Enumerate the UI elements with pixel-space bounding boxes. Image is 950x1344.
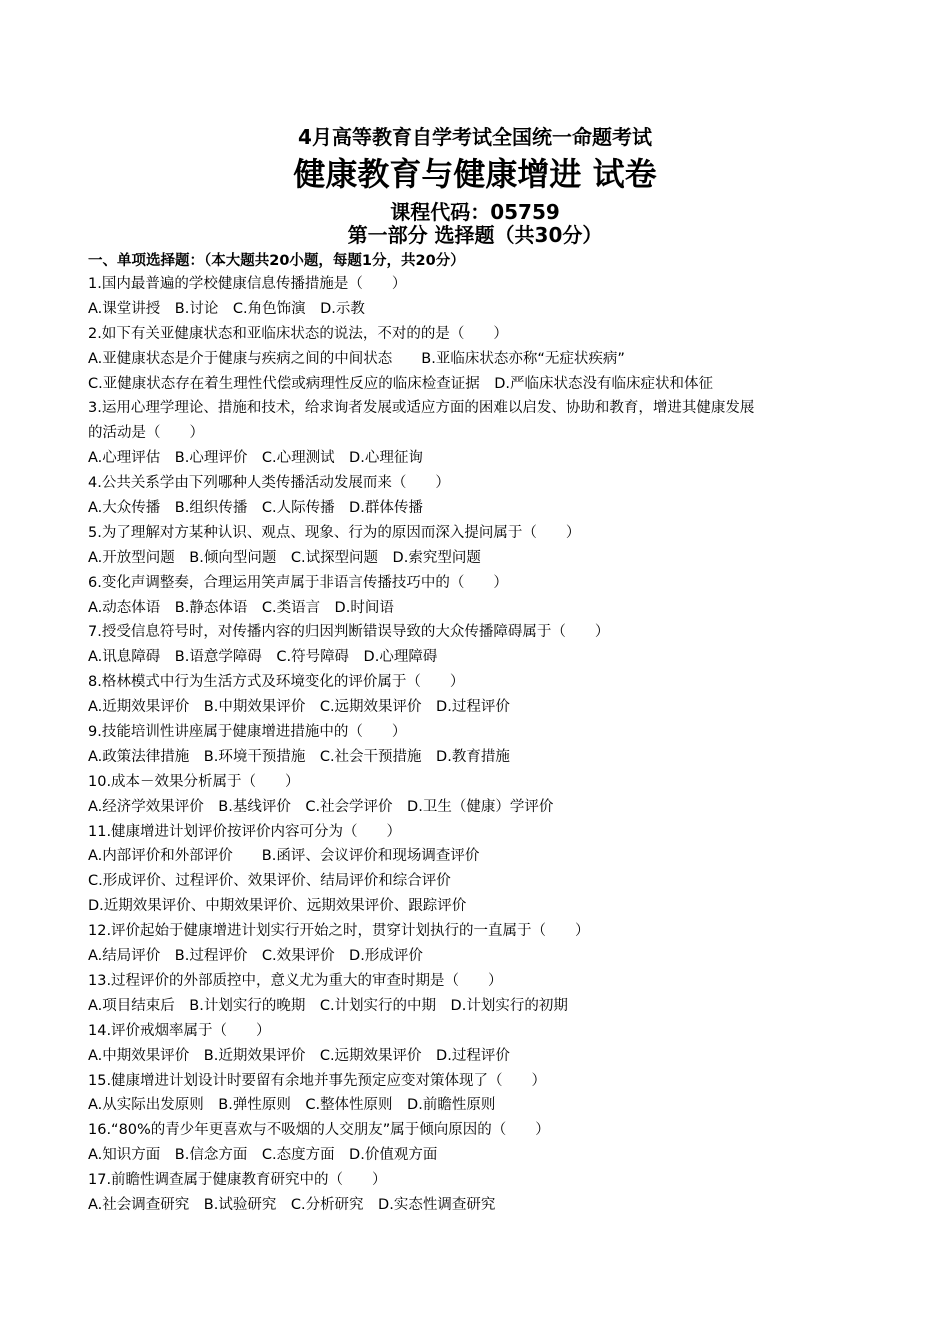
options-line: A.经济学效果评价 B.基线评价 C.社会学评价 D.卫生（健康）学评价 — [88, 798, 554, 815]
options-line: A.政策法律措施 B.环境干预措施 C.社会干预措施 D.教育措施 — [88, 748, 510, 765]
question-line: 7.授受信息符号时，对传播内容的归因判断错误导致的大众传播障碍属于（ ） — [88, 624, 610, 641]
options-line: A.内部评价和外部评价 B.函评、会议评价和现场调查评价 — [88, 848, 480, 865]
options-line: A.动态体语 B.静态体语 C.类语言 D.时间语 — [88, 599, 394, 616]
exam-title: 健康教育与健康增进 试卷 — [293, 155, 657, 193]
question-line: 10.成本－效果分析属于（ ） — [88, 773, 300, 790]
question-line: 4.公共关系学由下列哪种人类传播活动发展而来（ ） — [88, 475, 450, 492]
course-code: 课程代码：05759 — [390, 200, 560, 224]
question-line: 12.评价起始于健康增进计划实行开始之时，贯穿计划执行的一直属于（ ） — [88, 923, 590, 940]
question-line-continued: 的活动是（ ） — [88, 425, 204, 442]
question-line: 5.为了理解对方某种认识、观点、现象、行为的原因而深入提问属于（ ） — [88, 524, 581, 541]
options-line: A.结局评价 B.过程评价 C.效果评价 D.形成评价 — [88, 948, 423, 965]
options-line: D.近期效果评价、中期效果评价、远期效果评价、跟踪评价 — [88, 898, 467, 915]
options-line: A.中期效果评价 B.近期效果评价 C.远期效果评价 D.过程评价 — [88, 1047, 510, 1064]
question-list — [88, 272, 868, 1218]
question-line: 15.健康增进计划设计时要留有余地并事先预定应变对策体现了（ ） — [88, 1072, 547, 1089]
options-line: C.形成评价、过程评价、效果评价、结局评价和综合评价 — [88, 873, 451, 890]
options-line: A.社会调查研究 B.试验研究 C.分析研究 D.实态性调查研究 — [88, 1196, 496, 1213]
options-line: A.心理评估 B.心理评价 C.心理测试 D.心理征询 — [88, 450, 423, 467]
options-line: A.讯息障碍 B.语意学障碍 C.符号障碍 D.心理障碍 — [88, 649, 438, 666]
question-line: 8.格林模式中行为生活方式及环境变化的评价属于（ ） — [88, 674, 465, 691]
question-line: 3.运用心理学理论、措施和技术，给求询者发展或适应方面的困难以启发、协助和教育，增进其健康发展 — [88, 400, 755, 417]
question-line: 9.技能培训性讲座属于健康增进措施中的（ ） — [88, 724, 407, 741]
question-line: 1.国内最普遍的学校健康信息传播措施是（ ） — [88, 276, 407, 292]
exam-header: 4月高等教育自学考试全国统一命题考试 — [298, 125, 652, 149]
options-line: A.亚健康状态是介于健康与疾病之间的中间状态 B.亚临床状态亦称“无症状疾病” — [88, 350, 625, 367]
options-line: A.课堂讲授 B.讨论 C.角色饰演 D.示教 — [88, 300, 365, 317]
question-line: 14.评价戒烟率属于（ ） — [88, 1022, 271, 1039]
options-line: A.近期效果评价 B.中期效果评价 C.远期效果评价 D.过程评价 — [88, 699, 510, 716]
question-line: 2.如下有关亚健康状态和亚临床状态的说法，不对的的是（ ） — [88, 325, 508, 342]
options-line: C.亚健康状态存在着生理性代偿或病理性反应的临床检查证据 D.严临床状态没有临床症状和体征 — [88, 375, 714, 392]
question-line: 11.健康增进计划评价按评价内容可分为（ ） — [88, 823, 402, 840]
question-line: 17.前瞻性调查属于健康教育研究中的（ ） — [88, 1172, 387, 1189]
question-line: 16.“80%的青少年更喜欢与不吸烟的人交朋友”属于倾向原因的（ ） — [88, 1122, 550, 1139]
options-line: A.大众传播 B.组织传播 C.人际传播 D.群体传播 — [88, 500, 423, 517]
options-line: A.开放型问题 B.倾向型问题 C.试探型问题 D.索究型问题 — [88, 549, 481, 566]
options-line: A.知识方面 B.信念方面 C.态度方面 D.价值观方面 — [88, 1147, 438, 1164]
question-line: 13.过程评价的外部质控中，意义尤为重大的审查时期是（ ） — [88, 972, 503, 989]
part-heading: 第一部分 选择题（共30分） — [347, 223, 603, 247]
section-heading: 一、单项选择题：（本大题共20小题，每题1分，共20分） — [88, 253, 465, 269]
options-line: A.从实际出发原则 B.弹性原则 C.整体性原则 D.前瞻性原则 — [88, 1097, 496, 1114]
options-line: A.项目结束后 B.计划实行的晚期 C.计划实行的中期 D.计划实行的初期 — [88, 997, 568, 1014]
question-line: 6.变化声调整奏，合理运用笑声属于非语言传播技巧中的（ ） — [88, 574, 508, 591]
